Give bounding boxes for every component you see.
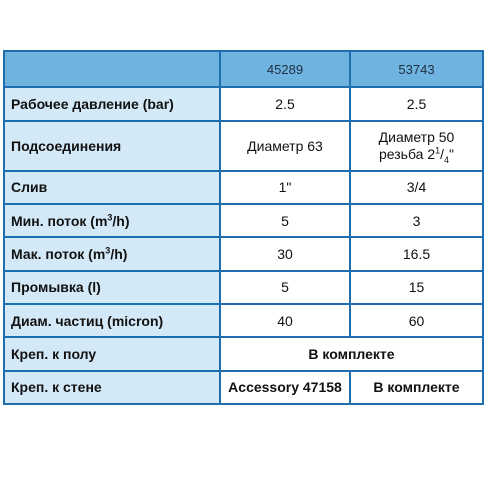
row-label: Креп. к стене	[4, 371, 220, 404]
table-row	[4, 337, 483, 370]
row-value-53743	[350, 121, 483, 171]
row-value-53743: 15	[350, 271, 483, 304]
row-label: Промывка (l)	[4, 271, 220, 304]
row-value-53743: 16.5	[350, 237, 483, 270]
spec-table	[3, 50, 484, 405]
header-corner-cell	[4, 51, 220, 87]
row-label: Рабочее давление (bar)	[4, 87, 220, 120]
row-value-merged: В комплекте	[220, 337, 483, 370]
table-row	[4, 237, 483, 270]
table-row	[4, 121, 483, 171]
header-model-53743: 53743	[350, 51, 483, 87]
table-row	[4, 171, 483, 204]
row-label	[4, 204, 220, 237]
row-value-53743: 3	[350, 204, 483, 237]
label-text: Мак. поток (m	[11, 246, 106, 262]
row-value-53743: 2.5	[350, 87, 483, 120]
inch-mark: "	[449, 145, 455, 162]
row-value-45289: Accessory 47158	[220, 371, 350, 404]
table-row	[4, 371, 483, 404]
fraction-denominator: 4	[444, 154, 450, 165]
row-label: Диам. частиц (micron)	[4, 304, 220, 337]
table-row	[4, 87, 483, 120]
row-value-45289: 1"	[220, 171, 350, 204]
label-suffix: /h)	[110, 246, 128, 262]
row-label: Креп. к полу	[4, 337, 220, 370]
table-row	[4, 304, 483, 337]
row-value-53743: 60	[350, 304, 483, 337]
thread-text: резьба 2	[378, 145, 436, 162]
row-value-53743: В комплекте	[350, 371, 483, 404]
row-value-45289: 5	[220, 204, 350, 237]
row-value-45289: 2.5	[220, 87, 350, 120]
header-row	[4, 51, 483, 87]
header-model-45289: 45289	[220, 51, 350, 87]
label-text: Мин. поток (m	[11, 212, 108, 229]
table-row	[4, 204, 483, 237]
row-value-45289: 30	[220, 237, 350, 270]
row-value-53743: 3/4	[350, 171, 483, 204]
fraction-slash: /	[440, 145, 445, 162]
fraction-numerator: 1	[435, 145, 441, 156]
label-superscript: 3	[105, 245, 111, 256]
table-row	[4, 271, 483, 304]
row-label	[4, 237, 220, 270]
value-line-1: Диаметр 50	[378, 128, 455, 145]
row-value-45289: 5	[220, 271, 350, 304]
row-value-45289: 40	[220, 304, 350, 337]
row-label: Слив	[4, 171, 220, 204]
label-superscript: 3	[107, 212, 113, 223]
label-suffix: /h)	[112, 212, 130, 229]
row-value-45289: Диаметр 63	[220, 121, 350, 171]
row-label: Подсоединения	[4, 121, 220, 171]
value-line-2	[378, 145, 455, 165]
